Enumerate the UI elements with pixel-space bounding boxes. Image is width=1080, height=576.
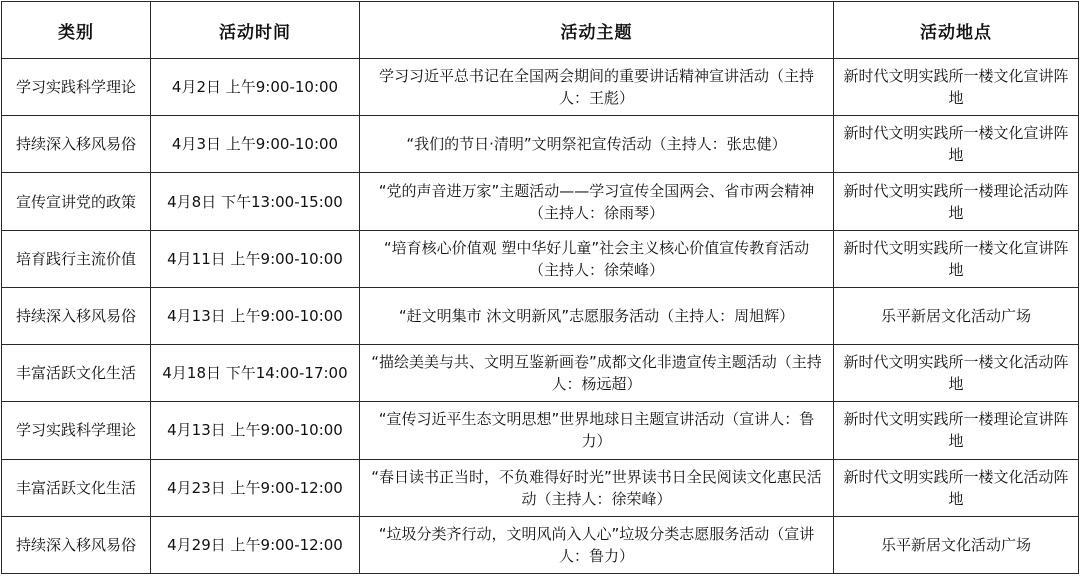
- cell-time: 4月8日 下午13:00-15:00: [151, 173, 360, 230]
- cell-location: 新时代文明实践所一楼理论活动阵地: [834, 173, 1079, 230]
- cell-category: 培育践行主流价值: [2, 230, 151, 287]
- table-row: [2, 59, 1079, 116]
- cell-theme: 学习习近平总书记在全国两会期间的重要讲话精神宣讲活动（主持人：王彪）: [360, 59, 834, 116]
- cell-time: 4月2日 上午9:00-10:00: [151, 59, 360, 116]
- table-row: [2, 173, 1079, 230]
- cell-category: 宣传宣讲党的政策: [2, 173, 151, 230]
- cell-location: 新时代文明实践所一楼文化宣讲阵地: [834, 59, 1079, 116]
- cell-theme: “宣传习近平生态文明思想”世界地球日主题宣讲活动（宣讲人：鲁力）: [360, 402, 834, 459]
- cell-category: 持续深入移风易俗: [2, 116, 151, 173]
- cell-location: 新时代文明实践所一楼文化宣讲阵地: [834, 230, 1079, 287]
- header-time: 活动时间: [151, 2, 360, 59]
- cell-theme: “春日读书正当时，不负难得好时光”世界读书日全民阅读文化惠民活动（主持人：徐荣峰）: [360, 459, 834, 516]
- cell-time: 4月29日 上午9:00-12:00: [151, 516, 360, 573]
- header-category: 类别: [2, 2, 151, 59]
- table-row: [2, 516, 1079, 573]
- cell-theme: “我们的节日·清明”文明祭祀宣传活动（主持人：张忠健）: [360, 116, 834, 173]
- cell-time: 4月3日 上午9:00-10:00: [151, 116, 360, 173]
- cell-time: 4月13日 上午9:00-10:00: [151, 287, 360, 344]
- cell-theme: “赶文明集市 沐文明新风”志愿服务活动（主持人：周旭辉）: [360, 287, 834, 344]
- cell-time: 4月18日 下午14:00-17:00: [151, 345, 360, 402]
- cell-category: 学习实践科学理论: [2, 402, 151, 459]
- cell-time: 4月11日 上午9:00-10:00: [151, 230, 360, 287]
- table-row: [2, 459, 1079, 516]
- activity-schedule-table: [1, 1, 1079, 574]
- cell-theme: “培育核心价值观 塑中华好儿童”社会主义核心价值宣传教育活动（主持人：徐荣峰）: [360, 230, 834, 287]
- table-header-row: [2, 2, 1079, 59]
- cell-category: 丰富活跃文化生活: [2, 345, 151, 402]
- cell-time: 4月23日 上午9:00-12:00: [151, 459, 360, 516]
- cell-time: 4月13日 上午9:00-10:00: [151, 402, 360, 459]
- cell-location: 新时代文明实践所一楼文化活动阵地: [834, 345, 1079, 402]
- table-row: [2, 345, 1079, 402]
- cell-location: 乐平新居文化活动广场: [834, 287, 1079, 344]
- cell-location: 乐平新居文化活动广场: [834, 516, 1079, 573]
- cell-location: 新时代文明实践所一楼理论宣讲阵地: [834, 402, 1079, 459]
- header-location: 活动地点: [834, 2, 1079, 59]
- cell-theme: “垃圾分类齐行动，文明风尚入人心”垃圾分类志愿服务活动（宣讲人：鲁力）: [360, 516, 834, 573]
- cell-location: 新时代文明实践所一楼文化宣讲阵地: [834, 116, 1079, 173]
- cell-theme: “党的声音进万家”主题活动——学习宣传全国两会、省市两会精神（主持人：徐雨琴）: [360, 173, 834, 230]
- cell-location: 新时代文明实践所一楼文化活动阵地: [834, 459, 1079, 516]
- cell-category: 持续深入移风易俗: [2, 516, 151, 573]
- table-row: [2, 230, 1079, 287]
- table-row: [2, 402, 1079, 459]
- table-row: [2, 287, 1079, 344]
- cell-category: 持续深入移风易俗: [2, 287, 151, 344]
- cell-category: 学习实践科学理论: [2, 59, 151, 116]
- cell-category: 丰富活跃文化生活: [2, 459, 151, 516]
- header-theme: 活动主题: [360, 2, 834, 59]
- table-row: [2, 116, 1079, 173]
- cell-theme: “描绘美美与共、文明互鉴新画卷”成都文化非遗宣传主题活动（主持人：杨远超）: [360, 345, 834, 402]
